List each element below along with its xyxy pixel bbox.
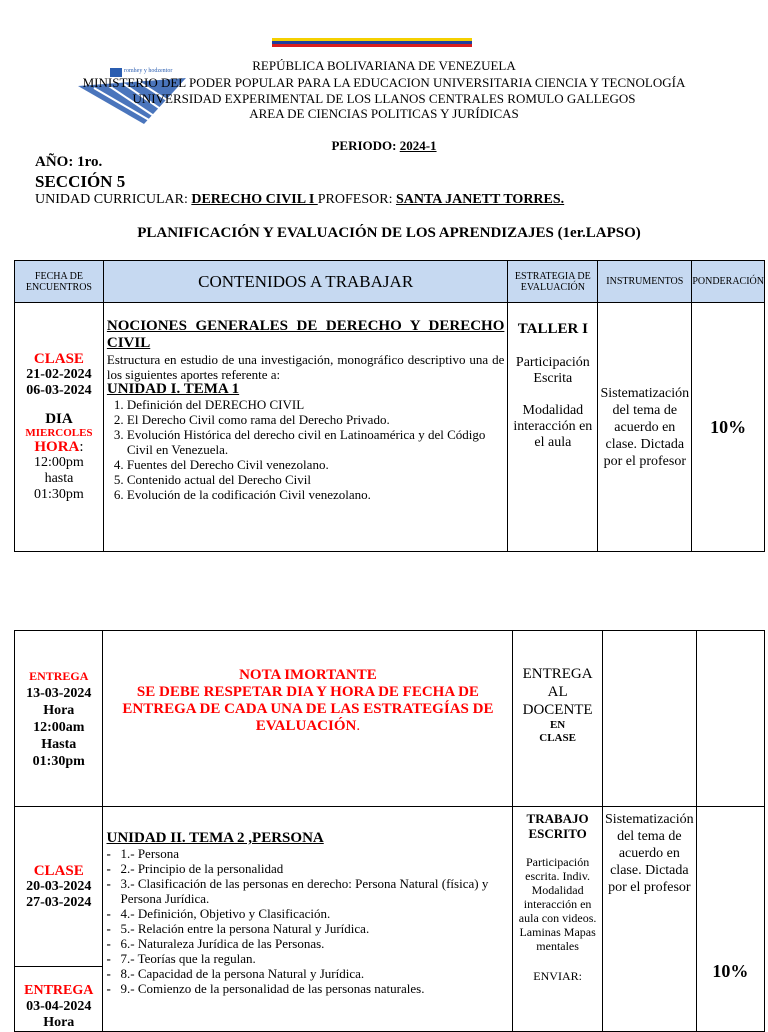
row2-nota-body — [109, 684, 506, 735]
row1-dia: DIA — [45, 411, 73, 427]
row1-time-to: 01:30pm — [34, 487, 84, 502]
row1-time-from: 12:00pm — [34, 455, 84, 470]
row3-enviar: ENVIAR: — [533, 969, 582, 983]
row1-list — [107, 397, 505, 502]
venezuela-flag — [272, 38, 472, 47]
plan-table-2 — [14, 630, 765, 1032]
unidad-value: DERECHO CIVIL I — [191, 192, 318, 207]
row1-intro: Estructura en estudio de una investigación, monográfico descriptivo una de los siguientes aportes referente a: — [106, 352, 505, 382]
row1-estrategia-title: TALLER I — [517, 321, 588, 337]
list-item: 1. Definición del DERECHO CIVIL — [127, 397, 505, 412]
list-item: - 2.- Principio de la personalidad — [120, 861, 509, 876]
list-item: - 7.- Teorías que la regulan. — [120, 951, 509, 966]
row1-estrategia-l1: Participación Escrita — [515, 355, 590, 386]
list-item: 6. Evolución de la codificación Civil venezolano. — [127, 487, 505, 502]
seccion: SECCIÓN 5 — [35, 172, 126, 191]
row3-clase: CLASE — [33, 862, 84, 879]
row2-ponderacion — [696, 631, 764, 807]
list-item: - 5.- Relación entre la persona Natural y Jurídica. — [120, 921, 509, 936]
row1-hora-label: HORA — [34, 439, 80, 455]
header-line-3: UNIVERSIDAD EXPERIMENTAL DE LOS LLANOS CENTRALES ROMULO GALLEGOS — [132, 91, 636, 106]
table-row — [15, 807, 765, 967]
profesor-value: SANTA JANETT TORRES. — [395, 192, 565, 207]
table-header-row — [15, 261, 765, 303]
row3-fecha — [15, 807, 103, 967]
unidad-label: UNIDAD CURRICULAR: — [35, 192, 192, 207]
row1-estrategia — [508, 303, 598, 552]
row2-entrega: ENTREGA — [29, 668, 89, 683]
row1-ponderacion: 10% — [692, 303, 765, 552]
row1-unit: UNIDAD I. TEMA 1 — [106, 381, 240, 397]
row2-fecha — [15, 631, 103, 807]
row2-estrategia — [513, 631, 602, 807]
row4-fecha — [15, 967, 103, 1032]
col-fecha: FECHA DE ENCUENTROS — [15, 261, 104, 303]
row3-instrumento: Sistematización del tema de acuerdo en clase. Dictada por el profesor — [602, 807, 696, 1032]
row1-instrumento: Sistematización del tema de acuerdo en clase. Dictada por el profesor — [598, 303, 692, 552]
row1-clase: CLASE — [33, 351, 84, 367]
plan-table-1 — [14, 260, 765, 552]
row2-instrumento — [602, 631, 696, 807]
list-item: - 1.- Persona — [120, 846, 509, 861]
periodo — [0, 138, 768, 153]
row3-date1: 20-03-2024 — [26, 878, 92, 894]
header-line-1: REPÚBLICA BOLIVARIANA DE VENEZUELA — [252, 58, 516, 73]
row1-date1: 21-02-2024 — [26, 367, 92, 382]
row4-entrega: ENTREGA — [24, 983, 94, 998]
row1-dia-value: MIERCOLES — [25, 427, 93, 439]
row1-hora-colon: : — [79, 439, 84, 455]
row3-contenidos — [103, 807, 513, 1032]
row2-hora: Hora — [43, 702, 75, 718]
list-item: - 4.- Definición, Objetivo y Clasificación. — [120, 906, 509, 921]
row1-estrategia-l2: Modalidad interacción en el aula — [513, 403, 593, 450]
row1-fecha — [15, 303, 104, 552]
row1-contenidos — [103, 303, 508, 552]
row1-date2: 06-03-2024 — [26, 383, 92, 398]
row3-ponderacion: 10% — [696, 807, 764, 1032]
row3-unit: UNIDAD II. TEMA 2 ,PERSONA — [106, 830, 324, 846]
row3-estrategia-title: TRABAJO ESCRITO — [526, 811, 589, 841]
list-item: 2. El Derecho Civil como rama del Derecho Privado. — [127, 412, 505, 427]
row2-date: 13-03-2024 — [26, 685, 92, 701]
row1-hasta: hasta — [44, 471, 74, 486]
row4-date: 03-04-2024 — [26, 999, 92, 1014]
list-item: 4. Fuentes del Derecho Civil venezolano. — [127, 457, 505, 472]
row3-list — [106, 846, 509, 996]
row3-date2: 27-03-2024 — [26, 894, 92, 910]
list-item: 5. Contenido actual del Derecho Civil — [127, 472, 505, 487]
row2-time-to: 01:30pm — [32, 753, 85, 769]
row4-hora: Hora — [43, 1015, 75, 1030]
col-estrategia: ESTRATEGIA DE EVALUACIÓN — [508, 261, 598, 303]
logo-text: romhey y hodzentor — [124, 68, 173, 74]
row1-hora — [15, 439, 103, 455]
document-title: PLANIFICACIÓN Y EVALUACIÓN DE LOS APRENDIZAJES (1er.LAPSO) — [137, 225, 641, 241]
periodo-label: PERIODO: — [331, 138, 400, 153]
table-row — [15, 631, 765, 807]
row1-title: NOCIONES GENERALES DE DERECHO Y DERECHO CIVIL — [106, 318, 505, 351]
profesor-label: PROFESOR: — [317, 192, 396, 207]
table-row — [15, 303, 765, 552]
col-contenidos: CONTENIDOS A TRABAJAR — [103, 261, 508, 303]
list-item: 3. Evolución Histórica del derecho civil en Latinoamérica y del Código Civil en Venezuela. — [127, 427, 505, 457]
row2-estrategia-1: ENTREGA AL DOCENTE — [522, 666, 593, 718]
row2-nota-dot: . — [356, 718, 361, 734]
col-instrumentos: INSTRUMENTOS — [598, 261, 692, 303]
row2-time-from: 12:00am — [33, 719, 85, 735]
col-ponderacion: PONDERACIÓN — [692, 261, 765, 303]
anio: AÑO: 1ro. — [35, 154, 103, 170]
list-item: - 3.- Clasificación de las personas en derecho: Persona Natural (física) y Persona Jurídica. — [120, 876, 509, 906]
row3-estrategia-body: Participación escrita. Indiv. Modalidad interacción en aula con videos. Laminas Mapas mentales — [518, 855, 597, 953]
header-line-4: AREA DE CIENCIAS POLITICAS Y JURÍDICAS — [249, 106, 519, 121]
row2-nota-title: NOTA IMORTANTE — [239, 667, 377, 683]
periodo-value: 2024-1 — [399, 138, 437, 153]
row2-nota — [103, 631, 513, 807]
list-item: - 8.- Capacidad de la persona Natural y Jurídica. — [120, 966, 509, 981]
list-item: - 6.- Naturaleza Jurídica de las Personas. — [120, 936, 509, 951]
header-line-2: MINISTERIO DEL PODER POPULAR PARA LA EDUCACION UNIVERSITARIA CIENCIA Y TECNOLOGÍA — [82, 75, 686, 90]
row2-nota-text: SE DEBE RESPETAR DIA Y HORA DE FECHA DE ENTREGA DE CADA UNA DE LAS ESTRATEGÍAS DE EVALUACIÓN — [122, 684, 494, 734]
list-item: - 9.- Comienzo de la personalidad de las personas naturales. — [120, 981, 509, 996]
row3-estrategia — [513, 807, 602, 1032]
row2-hasta: Hasta — [41, 736, 77, 752]
unidad-profesor-line — [35, 192, 564, 208]
row2-estrategia-2: EN CLASE — [539, 719, 576, 744]
